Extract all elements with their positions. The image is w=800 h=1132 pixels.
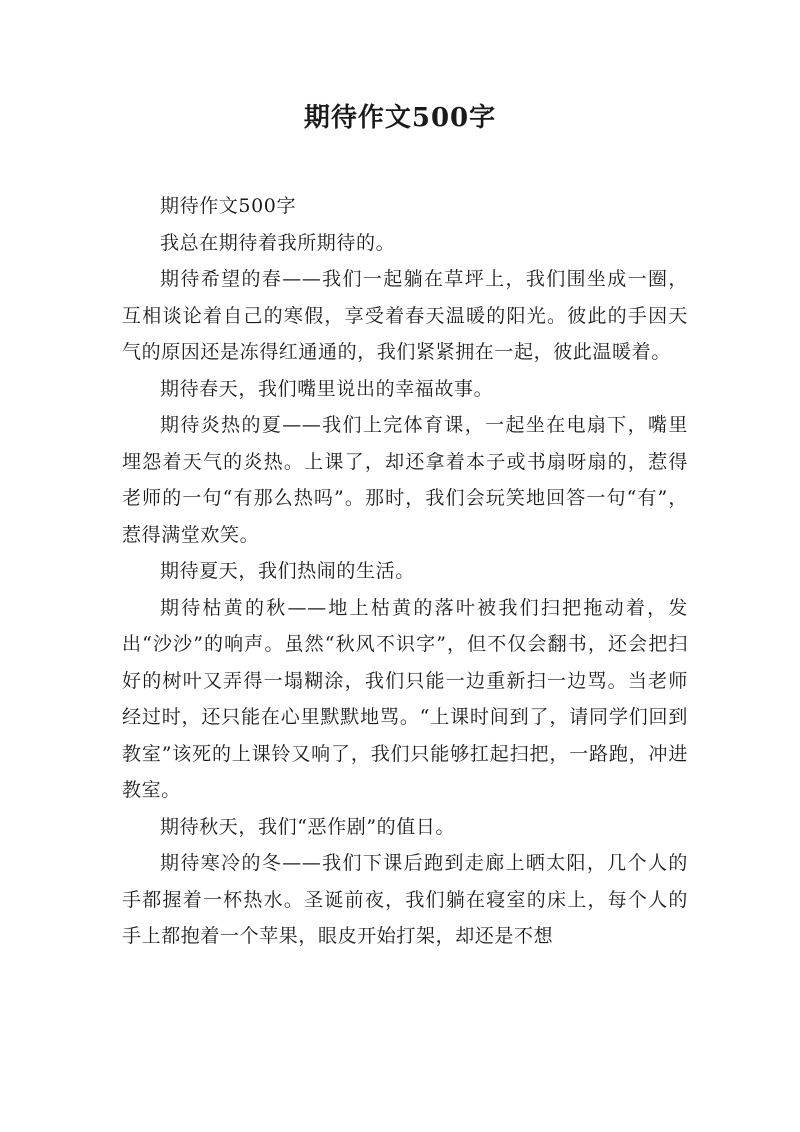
paragraph: 期待炎热的夏——我们上完体育课，一起坐在电扇下，嘴里埋怨着天气的炎热。上课了，却还拿着本子或书扇呀扇的，惹得老师的一句“有那么热吗”。那时，我们会玩笑地回答一句“有”，惹得满堂欢笑。 (122, 414, 688, 546)
paragraph: 期待寒冷的冬——我们下课后跑到走廊上晒太阳，几个人的手都握着一杯热水。圣诞前夜，我们躺在寝室的床上，每个人的手上都抱着一个苹果，眼皮开始打架，却还是不想 (122, 852, 688, 947)
paragraph: 期待春天，我们嘴里说出的幸福故事。 (160, 377, 494, 400)
document-body (122, 188, 688, 955)
paragraph: 期待希望的春——我们一起躺在草坪上，我们围坐成一圈，互相谈论着自己的寒假，享受着春天温暖的阳光。彼此的手因天气的原因还是冻得红通通的，我们紧紧拥在一起，彼此温暖着。 (122, 268, 688, 363)
document-title: 期待作文500字 (303, 103, 497, 133)
paragraph: 期待作文500字 (160, 195, 297, 217)
paragraph: 期待枯黄的秋——地上枯黄的落叶被我们扫把拖动着，发出“沙沙”的响声。虽然“秋风不识字”，但不仅会翻书，还会把扫好的树叶又弄得一塌糊涂，我们只能一边重新扫一边骂。当老师经过时，还只能在心里默默地骂。“上课时间到了，请同学们回到教室”该死的上课铃又响了，我们只能够扛起扫把，一路跑，冲进教室。 (122, 596, 688, 801)
paragraph: 我总在期待着我所期待的。 (160, 231, 396, 254)
paragraph: 期待夏天，我们热闹的生活。 (160, 560, 415, 582)
paragraph: 期待秋天，我们“恶作剧”的值日。 (160, 815, 456, 838)
